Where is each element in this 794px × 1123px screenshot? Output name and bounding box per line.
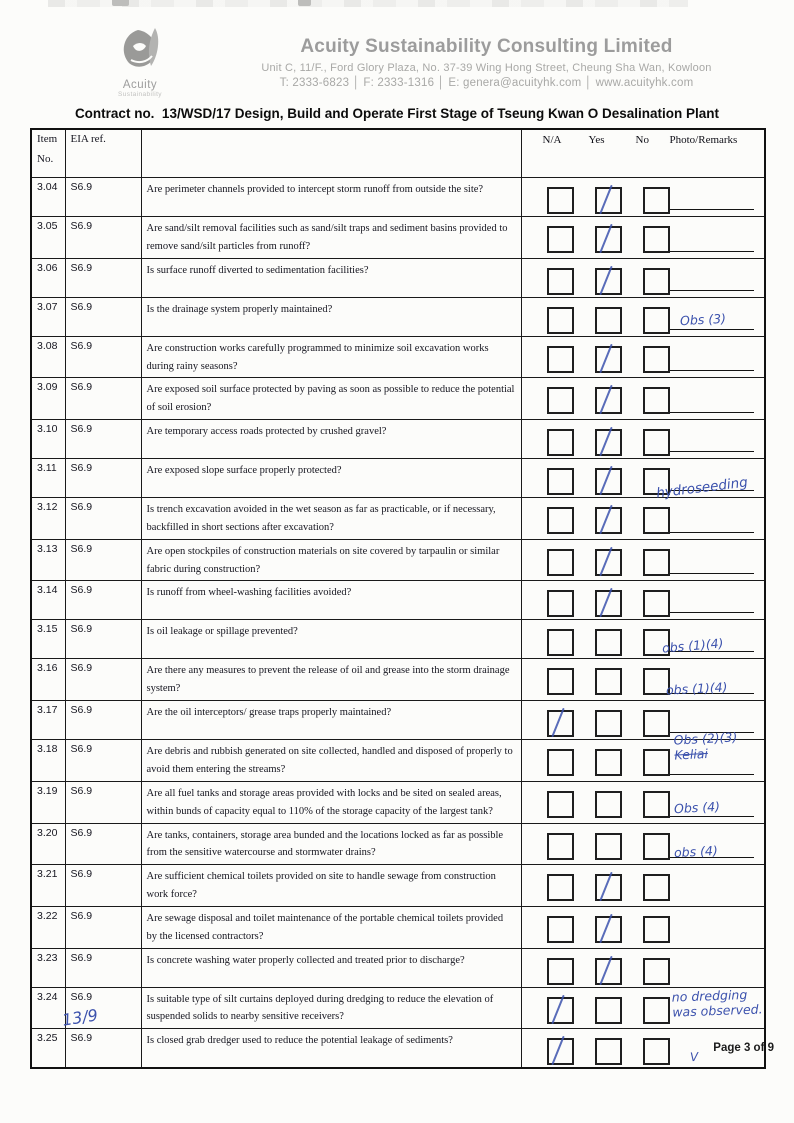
row-eia-ref: S6.9 [65,498,141,540]
table-row [31,336,765,378]
row-answer-cell [521,297,765,336]
tick-mark [599,505,612,534]
row-item-no: 3.10 [31,420,65,459]
checkbox-no [643,387,670,414]
checkbox-na [547,268,574,295]
row-item-no: 3.17 [31,701,65,740]
handwritten-remark: Obs (4) [673,798,720,816]
row-eia-ref: S6.9 [65,906,141,948]
checkbox-na [547,387,574,414]
row-item-no: 3.13 [31,539,65,581]
logo-name: Acuity [122,79,158,91]
checkbox-no [643,590,670,617]
table-row [31,865,765,907]
checkbox-na [547,549,574,576]
checkbox-na [547,187,574,214]
checkbox-yes [595,1038,622,1065]
table-row [31,420,765,459]
table-row [31,178,765,217]
row-answer-cell [521,539,765,581]
row-question: Are construction works carefully programmed to minimize soil excavation works during rainy seasons? [141,336,521,378]
checkbox-group [547,346,760,373]
remark-underline [670,573,755,574]
checkbox-group [547,387,760,414]
row-item-no: 3.04 [31,178,65,217]
row-item-no: 3.23 [31,948,65,987]
checkbox-yes [595,268,622,295]
table-row [31,948,765,987]
checkbox-na [547,629,574,656]
handwritten-remark: hydroseeding [654,474,749,502]
row-eia-ref: S6.9 [65,217,141,259]
row-question: Is suitable type of silt curtains deployed during dredging to reduce the elevation of suspended solids to nearby sensitive receivers? [141,987,521,1029]
row-item-no: 3.15 [31,620,65,659]
row-eia-ref: S6.9 [65,740,141,782]
checkbox-no [643,874,670,901]
checkbox-no [643,791,670,818]
tick-mark [551,994,564,1023]
tick-mark [599,547,612,576]
table-row [31,581,765,620]
remark-underline [670,451,755,452]
row-answer-cell [521,217,765,259]
row-question: Is oil leakage or spillage prevented? [141,620,521,659]
tick-mark [599,224,612,253]
row-question: Are sand/silt removal facilities such as sand/silt traps and sediment basins provided to remove sand/silt particles from runoff? [141,217,521,259]
checkbox-no [643,268,670,295]
checkbox-na [547,590,574,617]
logo-subname: Sustainability [118,91,162,98]
row-eia-ref: S6.9 [65,823,141,865]
row-item-no: 3.25 [31,1029,65,1069]
remark-underline [670,209,755,210]
row-question: Are sufficient chemical toilets provided on site to handle sewage from construction work force? [141,865,521,907]
row-question: Is the drainage system properly maintained? [141,297,521,336]
letterhead [185,36,788,89]
row-question: Are perimeter channels provided to intercept storm runoff from outside the site? [141,178,521,217]
checkbox-yes [595,710,622,737]
handwritten-remark: V [689,1049,699,1065]
row-item-no: 3.21 [31,865,65,907]
table-row [31,620,765,659]
row-eia-ref: S6.9 [65,297,141,336]
checkbox-yes [595,874,622,901]
row-item-no: 3.06 [31,258,65,297]
checkbox-no [643,916,670,943]
checkbox-group [547,226,760,253]
checklist-table [30,128,766,1069]
tick-mark [599,914,612,943]
checkbox-yes [595,346,622,373]
remark-underline [670,251,755,252]
checkbox-no [643,958,670,985]
checkbox-yes [595,590,622,617]
row-answer-cell [521,948,765,987]
checkbox-no [643,749,670,776]
table-row [31,701,765,740]
handwritten-remark: no dredging was observed. [671,986,763,1020]
checkbox-na [547,710,574,737]
table-row [31,258,765,297]
checkbox-yes [595,387,622,414]
table-row [31,740,765,782]
row-eia-ref: S6.9 [65,539,141,581]
row-question: Are tanks, containers, storage area bunded and the locations locked as far as possible from the sensitive watercourse and stormwater drains? [141,823,521,865]
row-answer-cell [521,420,765,459]
checkbox-no [643,346,670,373]
handwritten-remark: Obs (3) [679,310,726,328]
row-answer-cell [521,620,765,659]
table-row [31,1029,765,1069]
header-eia-ref: EIA ref. [65,129,141,178]
row-item-no: 3.22 [31,906,65,948]
row-item-no: 3.14 [31,581,65,620]
checkbox-yes [595,916,622,943]
tick-mark [551,1036,564,1065]
table-row [31,459,765,498]
row-answer-cell [521,178,765,217]
handwritten-remark: obs (1)(4) [660,635,724,657]
table-row [31,906,765,948]
scan-mark [298,0,311,6]
row-answer-cell [521,378,765,420]
header-question [141,129,521,178]
row-eia-ref: S6.9 [65,620,141,659]
row-item-no: 3.05 [31,217,65,259]
row-eia-ref: S6.9 [65,178,141,217]
checkbox-na [547,833,574,860]
checkbox-yes [595,187,622,214]
row-question: Is concrete washing water properly collected and treated prior to discharge? [141,948,521,987]
table-row [31,659,765,701]
checkbox-na [547,874,574,901]
remark-underline [670,774,755,775]
remark-underline [670,329,755,330]
row-eia-ref: S6.9 [65,1029,141,1069]
row-eia-ref: S6.9 [65,459,141,498]
checkbox-na [547,668,574,695]
company-logo [100,26,180,98]
tick-mark [599,588,612,617]
row-question: Are exposed soil surface protected by paving as soon as possible to reduce the potential of soil erosion? [141,378,521,420]
checkbox-yes [595,833,622,860]
row-question: Are debris and rubbish generated on site collected, handled and disposed of properly to avoid them entering the streams? [141,740,521,782]
table-row [31,539,765,581]
acuity-leaf-logo-icon [111,26,169,78]
checkbox-no [643,307,670,334]
header-answers [521,129,765,178]
row-eia-ref: S6.9 [65,581,141,620]
checkbox-na [547,468,574,495]
checkbox-na [547,1038,574,1065]
checkbox-na [547,958,574,985]
row-answer-cell [521,336,765,378]
checkbox-yes [595,749,622,776]
row-answer-cell [521,258,765,297]
row-question: Are the oil interceptors/ grease traps properly maintained? [141,701,521,740]
checkbox-na [547,226,574,253]
row-eia-ref: S6.9 [65,336,141,378]
tick-mark [551,708,564,737]
checkbox-no [643,429,670,456]
row-question: Is trench excavation avoided in the wet season as far as practicable, or if necessary, backfilled in short sections after excavation? [141,498,521,540]
checkbox-yes [595,668,622,695]
row-eia-ref: S6.9 [65,420,141,459]
checkbox-yes [595,629,622,656]
row-question: Are temporary access roads protected by crushed gravel? [141,420,521,459]
row-item-no: 3.24 [31,987,65,1029]
checkbox-group [547,791,760,818]
checkbox-yes [595,791,622,818]
table-row [31,217,765,259]
company-contact: T: 2333-6823 │ F: 2333-1316 │ E: genera@acuityhk.com │ www.acuityhk.com [279,77,694,89]
table-row [31,498,765,540]
checkbox-na [547,791,574,818]
tick-mark [599,385,612,414]
struck-out-remark: Keliai [673,746,708,763]
header-photo-remarks: Photo/Remarks [669,134,738,146]
checkbox-na [547,429,574,456]
row-answer-cell [521,659,765,701]
checkbox-group [547,549,760,576]
row-answer-cell [521,781,765,823]
row-eia-ref: S6.9 [65,781,141,823]
row-item-no: 3.08 [31,336,65,378]
checklist-body [31,178,765,1069]
row-eia-ref: S6.9 [65,865,141,907]
row-item-no: 3.18 [31,740,65,782]
company-address: Unit C, 11/F., Ford Glory Plaza, No. 37-39 Wing Hong Street, Cheung Sha Wan, Kowloon [261,62,712,74]
page-number: Page 3 of 9 [713,1042,774,1054]
header-no: No [635,134,649,146]
remark-underline [670,412,755,413]
table-row [31,781,765,823]
handwritten-remark: Obs (2)(3) Keliai [672,729,738,763]
row-eia-ref: S6.9 [65,948,141,987]
checkbox-na [547,307,574,334]
checkbox-group [547,958,760,985]
row-item-no: 3.16 [31,659,65,701]
header-item-no: Item No. [31,129,65,178]
row-item-no: 3.19 [31,781,65,823]
checkbox-yes [595,468,622,495]
checkbox-yes [595,226,622,253]
checkbox-yes [595,997,622,1024]
row-eia-ref: S6.9 [65,258,141,297]
table-row [31,297,765,336]
row-eia-ref: S6.9 [65,378,141,420]
handwritten-page-note: 13/9 [60,1005,100,1030]
header-na: N/A [542,134,562,146]
row-question: Are there any measures to prevent the release of oil and grease into the storm drainage system? [141,659,521,701]
checkbox-na [547,346,574,373]
row-answer-cell [521,865,765,907]
row-question: Is runoff from wheel-washing facilities avoided? [141,581,521,620]
checkbox-yes [595,429,622,456]
checkbox-group [547,507,760,534]
checkbox-na [547,507,574,534]
row-item-no: 3.07 [31,297,65,336]
scan-mark [112,0,129,6]
row-answer-cell [521,987,765,1029]
row-answer-cell [521,729,765,782]
checkbox-na [547,749,574,776]
tick-mark [599,872,612,901]
checkbox-yes [595,958,622,985]
checkbox-no [643,187,670,214]
tick-mark [599,265,612,294]
row-question: Are open stockpiles of construction materials on site covered by tarpaulin or similar fabric during construction? [141,539,521,581]
tick-mark [599,427,612,456]
checkbox-yes [595,507,622,534]
remark-underline [670,290,755,291]
table-row [31,987,765,1029]
checkbox-no [643,710,670,737]
row-question: Are sewage disposal and toilet maintenance of the portable chemical toilets provided by the licensed contractors? [141,906,521,948]
row-item-no: 3.20 [31,823,65,865]
row-eia-ref: S6.9 [65,987,141,1029]
row-item-no: 3.09 [31,378,65,420]
tick-mark [599,955,612,984]
header-yes: Yes [588,134,605,146]
row-answer-cell [521,459,765,502]
row-question: Is surface runoff diverted to sedimentation facilities? [141,258,521,297]
checkbox-group [547,874,760,901]
handwritten-remark: obs (1)(4) [665,679,728,698]
company-name: Acuity Sustainability Consulting Limited [300,36,673,57]
checkbox-no [643,997,670,1024]
row-answer-cell [521,823,765,865]
tick-mark [599,185,612,214]
remark-underline [670,370,755,371]
checkbox-yes [595,549,622,576]
table-header-row [31,129,765,178]
row-item-no: 3.11 [31,459,65,498]
row-item-no: 3.12 [31,498,65,540]
checkbox-no [643,507,670,534]
row-question: Are all fuel tanks and storage areas provided with locks and be sited on sealed areas, within bunds of capacity equal to 110% of the storage capacity of the largest tank? [141,781,521,823]
row-question: Is closed grab dredger used to reduce the potential leakage of sediments? [141,1029,521,1069]
row-question: Are exposed slope surface properly protected? [141,459,521,498]
row-answer-cell [521,906,765,948]
checkbox-yes [595,307,622,334]
tick-mark [599,343,612,372]
checkbox-group [547,916,760,943]
checkbox-na [547,916,574,943]
document-title: Contract no. 13/WSD/17 Design, Build and Operate First Stage of Tseung Kwan O Desalination Plant [74,106,720,121]
checkbox-no [643,549,670,576]
table-row [31,378,765,420]
row-answer-cell [521,581,765,620]
remark-underline [670,532,755,533]
checkbox-group [547,833,760,860]
remark-underline [670,612,755,613]
row-answer-cell [521,498,765,540]
scan-edge-artifact [48,0,688,7]
table-row [31,823,765,865]
row-eia-ref: S6.9 [65,659,141,701]
handwritten-remark: obs (4) [673,843,718,861]
row-eia-ref: S6.9 [65,701,141,740]
checkbox-no [643,226,670,253]
checkbox-no [643,833,670,860]
checkbox-na [547,997,574,1024]
checkbox-no [643,1038,670,1065]
tick-mark [599,466,612,495]
